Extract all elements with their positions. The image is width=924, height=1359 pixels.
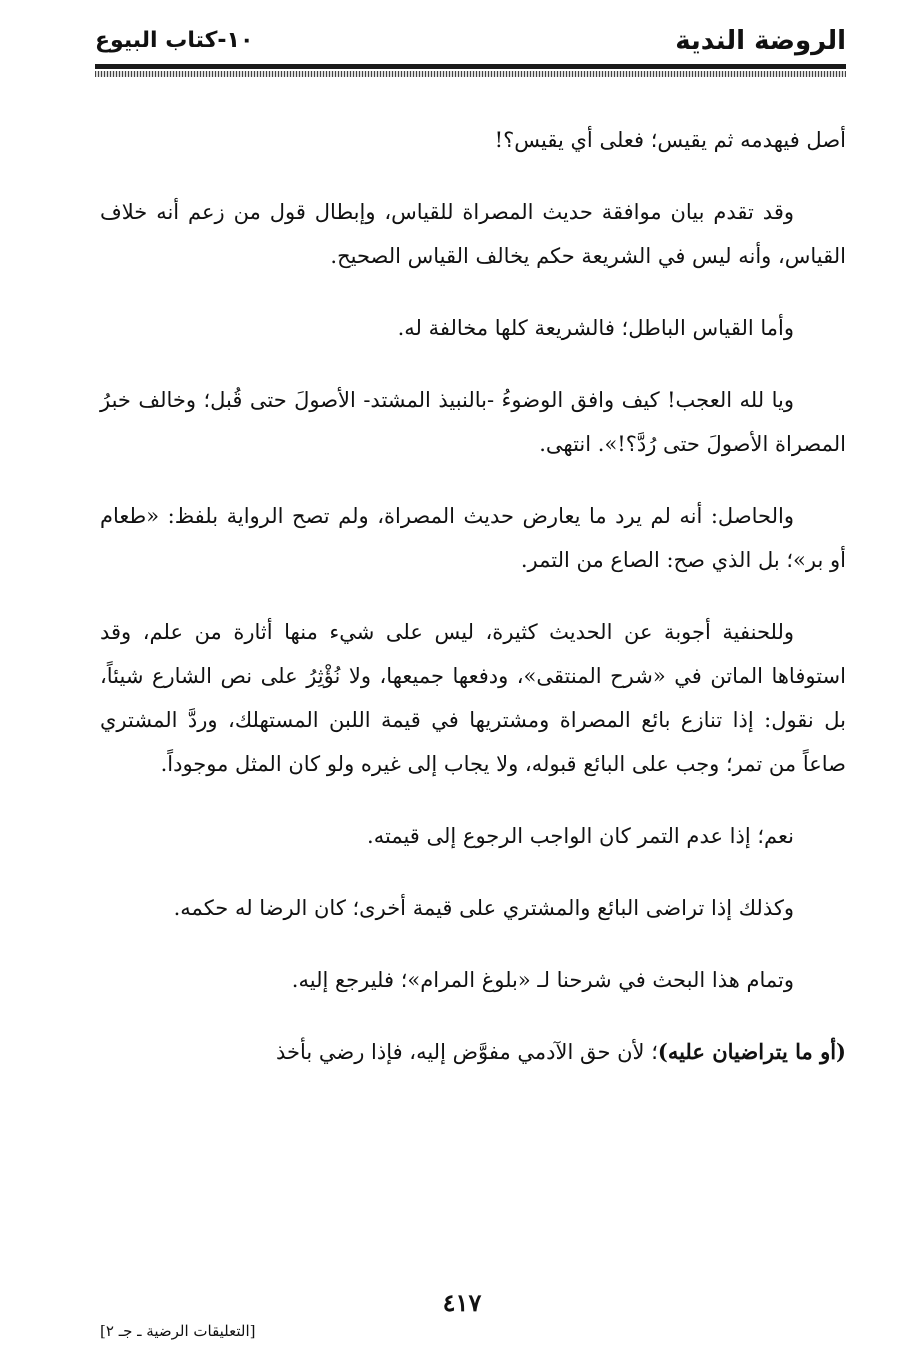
- footer-note: [التعليقات الرضية ـ جـ ٢]: [100, 1322, 256, 1340]
- paragraph-9: وتمام هذا البحث في شرحنا لـ «بلوغ المرام»؛ فليرجع إليه.: [291, 968, 794, 992]
- paragraph-5: والحاصل: أنه لم يرد ما يعارض حديث المصراة، ولم تصح الرواية بلفظ: «طعام أو بر»؛ بل الذي صح: الصاع من التمر.: [100, 504, 846, 572]
- paragraph-7: نعم؛ إذا عدم التمر كان الواجب الرجوع إلى قيمته.: [367, 824, 794, 848]
- matn-quote: (أو ما يتراضيان عليه): [657, 1039, 846, 1064]
- book-title: الروضة الندية: [675, 26, 846, 56]
- paragraph-4: ويا لله العجب! كيف وافق الوضوءُ -بالنبيذ المشتد- الأصولَ حتى قُبل؛ وخالف خبرُ المصراة الأصولَ حتى رُدَّ؟!». انتهى.: [100, 388, 846, 456]
- paragraph-3: وأما القياس الباطل؛ فالشريعة كلها مخالفة له.: [397, 316, 794, 340]
- paragraph-1: أصل فيهدمه ثم يقيس؛ فعلى أي يقيس؟!: [494, 128, 846, 152]
- commentary-text: ؛ لأن حق الآدمي مفوَّض إليه، فإذا رضي بأخذ: [275, 1040, 658, 1064]
- header-rule: [95, 64, 846, 69]
- header-hatch-rule: [95, 71, 846, 77]
- page-header: [95, 22, 846, 70]
- paragraph-6: وللحنفية أجوبة عن الحديث كثيرة، ليس على شيء منها أثارة من علم، وقد استوفاها الماتن في «شرح المنتقى»، ودفعها جميعها، ولا نُؤْثِرُ على نص الشارع شيئاً، بل نقول: إذا تنازع بائع المصراة ومشتريها في قيمة اللبن المستهلك، وردَّ المشتري صاعاً من تمر؛ وجب على البائع قبوله، ولا يجاب إلى غيره ولو كان المثل موجوداً.: [100, 620, 846, 776]
- chapter-title: ١٠-كتاب البيوع: [95, 28, 254, 53]
- paragraph-10: [100, 1030, 846, 1074]
- page-body: [100, 118, 846, 1102]
- page-number: ٤١٧: [442, 1288, 482, 1317]
- paragraph-2: وقد تقدم بيان موافقة حديث المصراة للقياس، وإبطال قول من زعم أنه خلاف القياس، وأنه ليس في الشريعة حكم يخالف القياس الصحيح.: [100, 200, 846, 268]
- paragraph-8: وكذلك إذا تراضى البائع والمشتري على قيمة أخرى؛ كان الرضا له حكمه.: [173, 896, 794, 920]
